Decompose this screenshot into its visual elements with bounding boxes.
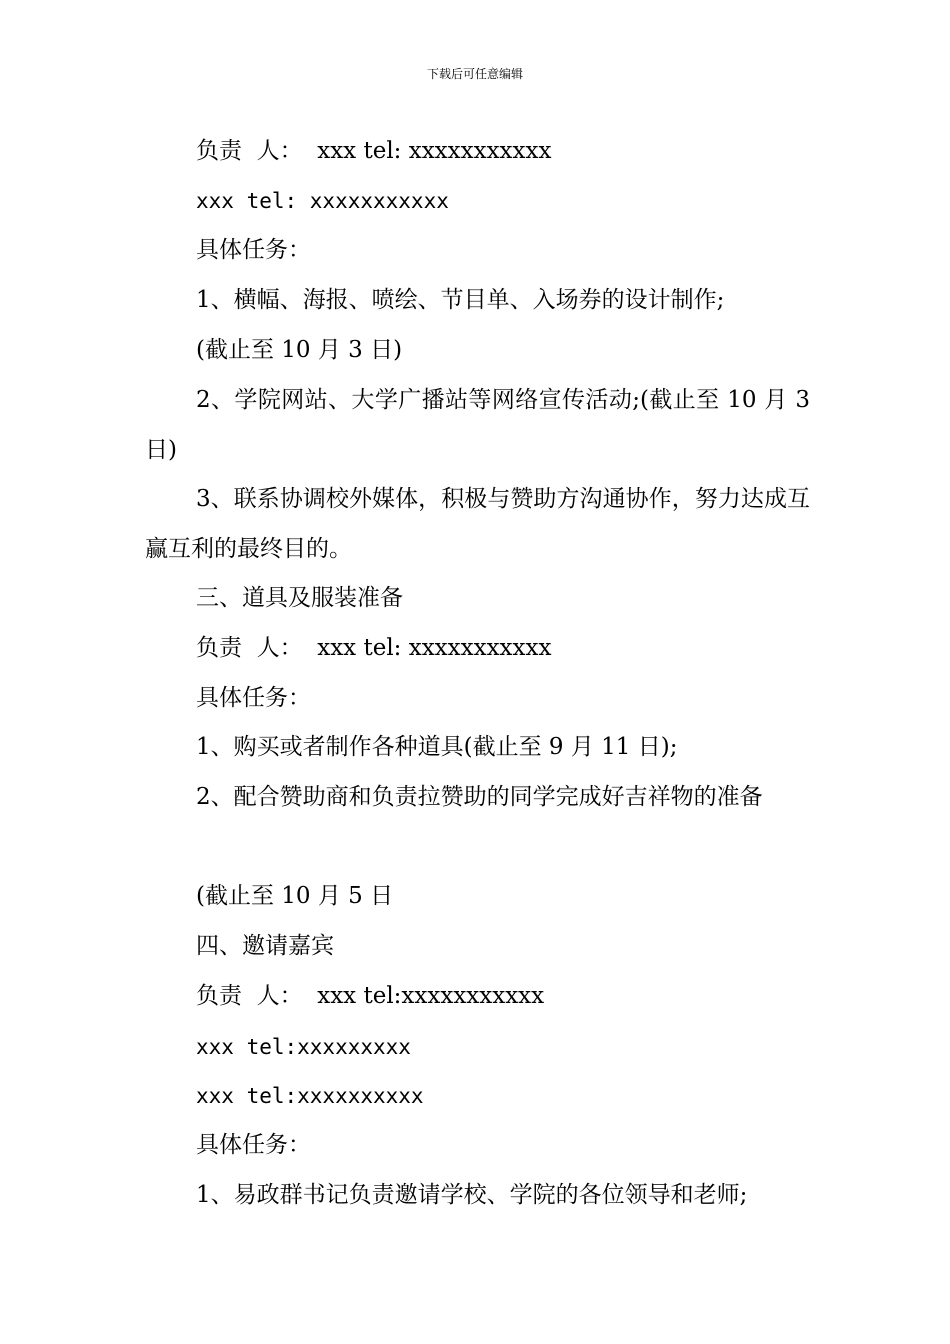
section-heading: 三、道具及服装准备 [196, 585, 403, 611]
contact-line: xxx tel: xxxxxxxxxxx [196, 189, 449, 213]
contact-line: xxx tel:xxxxxxxxx [196, 1035, 411, 1059]
task-item: 2、配合赞助商和负责拉赞助的同学完成好吉祥物的准备 [196, 784, 763, 810]
task-item: 2、学院网站、大学广播站等网络宣传活动;(截止至 10 月 3 日) [145, 387, 810, 463]
task-item: 1、购买或者制作各种道具(截止至 9 月 11 日); [196, 734, 678, 760]
contact-line: xxx tel:xxxxxxxxxx [196, 1084, 424, 1108]
responsible-person-line: 负责 人： xxx tel:xxxxxxxxxxx [196, 983, 545, 1009]
task-heading: 具体任务： [196, 1132, 311, 1158]
task-item: 1、易政群书记负责邀请学校、学院的各位领导和老师; [196, 1182, 748, 1208]
task-item: 1、横幅、海报、喷绘、节目单、入场券的设计制作; [196, 287, 725, 313]
task-heading: 具体任务： [196, 685, 311, 711]
deadline-note: (截止至 10 月 3 日) [196, 337, 403, 363]
responsible-person-line: 负责 人： xxx tel: xxxxxxxxxxx [196, 138, 552, 164]
task-heading: 具体任务： [196, 237, 311, 263]
page-header: 下载后可任意编辑 [426, 67, 523, 81]
task-item: 3、联系协调校外媒体，积极与赞助方沟通协作，努力达成互赢互利的最终目的。 [145, 486, 810, 562]
deadline-note: (截止至 10 月 5 日 [196, 883, 394, 909]
responsible-person-line: 负责 人： xxx tel: xxxxxxxxxxx [196, 635, 552, 661]
section-heading: 四、邀请嘉宾 [196, 933, 334, 959]
